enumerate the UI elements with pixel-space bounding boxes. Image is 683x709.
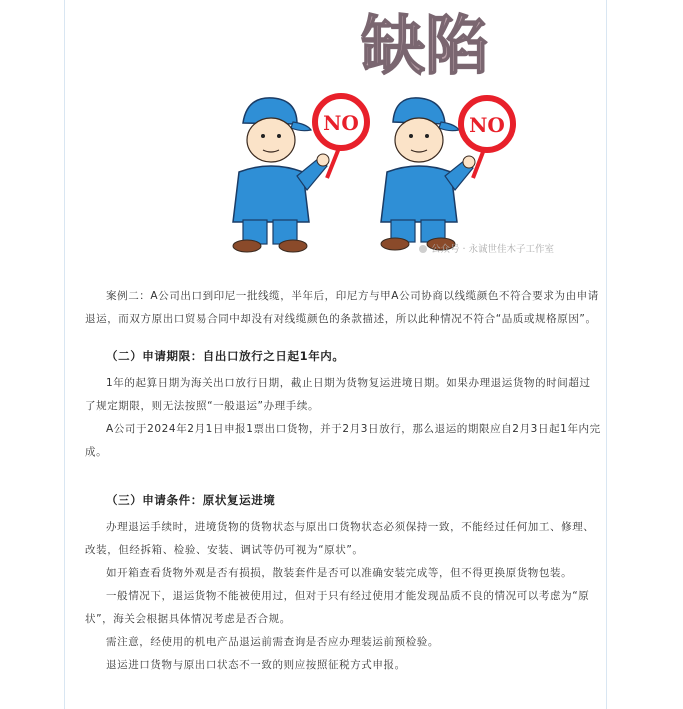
section-three-paragraph-4: 需注意，经使用的机电产品退运前需查询是否应办理装运前预检验。 [106,636,439,648]
section-two-heading: （二）申请期限：自出口放行之日起1年内。 [106,349,345,363]
section-three-paragraph-2: 如开箱查看货物外观是否有损损，散装套件是否可以准确安装完成等，但不得更换原货物包装。 [106,567,573,579]
case-two-paragraph: 案例二：A公司出口到印尼一批线缆，半年后，印尼方与甲A公司协商以线缆颜色不符合要求为由申请退运，而双方原出口贸易合同中却没有对线缆颜色的条款描述，所以此种情况不符合“品质或规格原因”。 [85,290,599,325]
article-body [85,285,601,677]
article-page [64,0,607,709]
section-three-paragraph-3: 一般情况下，退运货物不能被使用过，但对于只有经过使用才能发现品质不良的情况可以考虑为“原状”，海关会根据具体情况考虑是否合规。 [85,590,590,625]
no-sign-text-right: NO [469,113,505,137]
no-sign-text-left: NO [323,111,359,135]
watermark-text: 公众号 · 永诚世佳木子工作室 [431,244,555,255]
illustration [161,0,555,262]
watermark [419,243,555,255]
wechat-icon [419,245,427,253]
section-two-paragraph-2: A公司于2024年2月1日申报1票出口货物，并于2月3日放行，那么退运的期限应自2月3日起1年内完成。 [85,423,601,458]
cartoon-image [161,0,555,262]
section-three-paragraph-5: 退运进口货物与原出口状态不一致的则应按照征税方式申报。 [106,659,406,671]
section-two-paragraph-1: 1年的起算日期为海关出口放行日期，截止日期为货物复运进境日期。如果办理退运货物的时间超过了规定期限，则无法按照“一般退运”办理手续。 [85,377,591,412]
title-chars: 缺陷 [361,10,489,84]
section-three-paragraph-1: 办理退运手续时，进境货物的货物状态与原出口货物状态必须保持一致，不能经过任何加工、修理、改装，但经拆箱、检验、安装、调试等仍可视为“原状”。 [85,521,595,556]
section-three-heading: （三）申请条件：原状复运进境 [106,493,276,507]
